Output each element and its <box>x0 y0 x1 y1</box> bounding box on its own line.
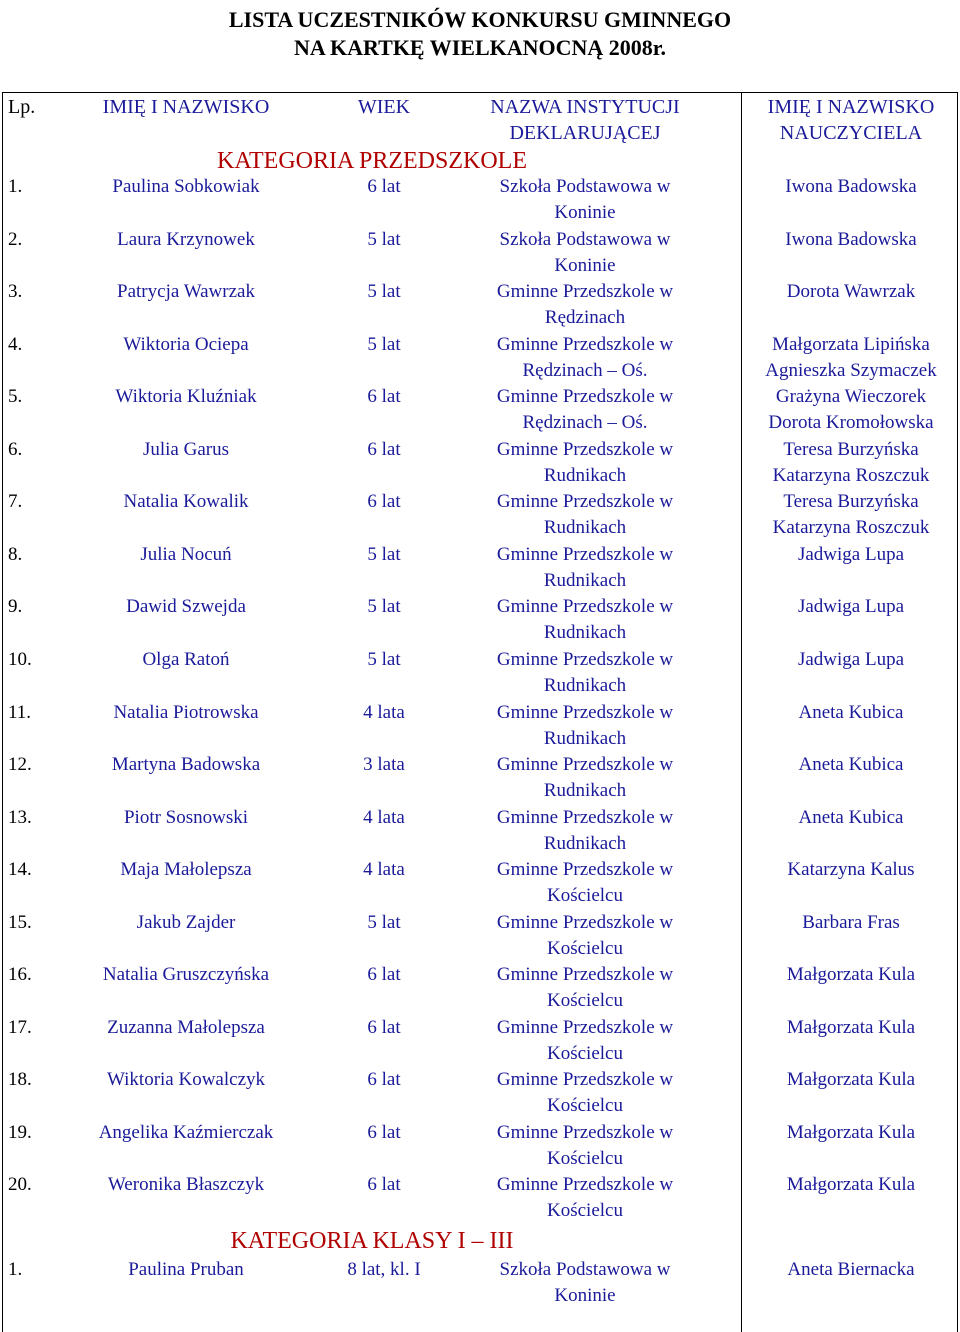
institution-line: Szkoła Podstawowa w <box>499 176 671 197</box>
teacher-name <box>746 1067 956 1093</box>
institution-line: Gminne Przedszkole w <box>496 701 674 723</box>
participant-age-line: 6 lat <box>367 1121 401 1143</box>
participant-age <box>320 542 448 568</box>
row-number-line: 8. <box>8 543 23 565</box>
institution <box>455 805 715 857</box>
institution-line: Kościelcu <box>547 990 623 1012</box>
institution-line: Kościelcu <box>547 1200 623 1222</box>
institution-line: Rędzinach <box>544 307 626 329</box>
institution-line: Gminne Przedszkole w <box>496 281 674 303</box>
participant-name-line: Angelika Kaźmierczak <box>98 1121 274 1143</box>
institution <box>455 332 715 384</box>
table-row <box>2 647 958 700</box>
participant-age <box>320 752 448 778</box>
table-row <box>2 1015 958 1068</box>
participant-age-line: 6 lat <box>367 1069 401 1091</box>
teacher-name-line: Małgorzata Kula <box>786 1174 916 1196</box>
participant-name-line: Piotr Sosnowski <box>123 806 249 828</box>
row-number-line: 19. <box>8 1121 32 1143</box>
institution-line: Gminne Przedszkole w <box>496 754 674 776</box>
category-heading-grades: KATEGORIA KLASY I – III <box>230 1228 514 1254</box>
institution-line: Rudnikach <box>543 674 627 696</box>
participant-age-line: 5 lat <box>367 333 401 355</box>
teacher-name-line: Barbara Fras <box>802 911 900 933</box>
row-number-line: 17. <box>8 1016 32 1038</box>
participant-age-line: 6 lat <box>367 491 401 513</box>
row-number <box>8 332 68 358</box>
participant-age <box>320 332 448 358</box>
institution <box>455 542 715 594</box>
row-number <box>8 489 68 515</box>
table-row <box>2 174 958 227</box>
participant-name-line: Paulina Pruban <box>128 1259 244 1280</box>
row-number-line: 6. <box>8 438 23 460</box>
participant-age <box>320 594 448 620</box>
row-number-line: 10. <box>8 648 32 670</box>
institution <box>455 1067 715 1119</box>
institution-line: Gminne Przedszkole w <box>496 1069 674 1091</box>
participant-age-line: 6 lat <box>367 1174 401 1196</box>
institution-line: Gminne Przedszkole w <box>496 491 674 513</box>
table-row <box>2 1067 958 1120</box>
participant-age-line: 3 lata <box>363 754 405 776</box>
participant-name-line: Martyna Badowska <box>111 754 261 776</box>
table-border-top <box>2 92 958 93</box>
row-number <box>8 962 68 988</box>
institution-line: Koninie <box>554 1285 616 1306</box>
institution <box>455 700 715 752</box>
institution-line: Gminne Przedszkole w <box>496 648 674 670</box>
participant-name <box>76 437 296 463</box>
row-number-line: 2. <box>8 228 23 250</box>
row-number <box>8 1120 68 1146</box>
participant-age <box>320 962 448 988</box>
row-number-line: 14. <box>8 859 32 881</box>
institution-line: Rędzinach – Oś. <box>522 412 648 434</box>
institution <box>455 857 715 909</box>
teacher-name-line: Aneta Kubica <box>798 806 904 828</box>
participant-name <box>76 174 296 200</box>
row-number <box>8 805 68 831</box>
teacher-name <box>746 542 956 568</box>
participant-name <box>76 910 296 936</box>
institution <box>455 647 715 699</box>
institution-line: Gminne Przedszkole w <box>496 438 674 460</box>
institution <box>455 1015 715 1067</box>
participant-age <box>320 1172 448 1198</box>
participant-age <box>320 279 448 305</box>
institution-line: Rędzinach – Oś. <box>522 359 648 381</box>
teacher-name <box>746 700 956 726</box>
header-institution-line2: DEKLARUJĄCEJ <box>509 122 661 144</box>
header-institution <box>455 94 715 146</box>
teacher-name <box>746 489 956 541</box>
teacher-name-line: Dorota Wawrzak <box>786 281 916 303</box>
participant-age <box>320 174 448 200</box>
row-number-line: 20. <box>8 1174 32 1196</box>
participant-name-line: Wiktoria Ociepa <box>123 333 249 355</box>
institution-line: Rudnikach <box>543 569 627 591</box>
row-number <box>8 594 68 620</box>
row-number <box>8 384 68 410</box>
participant-age <box>320 910 448 936</box>
institution-line: Gminne Przedszkole w <box>496 806 674 828</box>
institution-line: Kościelcu <box>547 885 623 907</box>
institution-line: Gminne Przedszkole w <box>496 1016 674 1038</box>
participant-name <box>76 962 296 988</box>
participant-age-line: 4 lata <box>363 701 405 723</box>
institution <box>455 227 715 279</box>
row-number <box>8 857 68 883</box>
table-row <box>2 489 958 542</box>
participant-name <box>76 332 296 358</box>
table-row <box>2 384 958 437</box>
teacher-name <box>746 332 956 384</box>
participant-age <box>320 1120 448 1146</box>
row-number-line: 3. <box>8 281 23 303</box>
participant-name-line: Natalia Piotrowska <box>113 701 259 723</box>
participant-age-line: 5 lat <box>367 543 401 565</box>
institution <box>455 1172 715 1224</box>
teacher-name <box>746 962 956 988</box>
participant-name-line: Patrycja Wawrzak <box>117 281 255 303</box>
participant-age-line: 8 lat, kl. I <box>347 1259 421 1280</box>
participant-name <box>76 1015 296 1041</box>
institution <box>455 489 715 541</box>
participant-name <box>76 752 296 778</box>
teacher-name-line: Teresa Burzyńska <box>783 491 919 513</box>
participant-name-line: Weronika Błaszczyk <box>107 1174 265 1196</box>
header-teacher-line2: NAUCZYCIELA <box>779 122 923 144</box>
teacher-name-line: Aneta Kubica <box>798 754 904 776</box>
participant-age <box>320 1257 448 1283</box>
institution-line: Koninie <box>554 202 616 223</box>
participant-age <box>320 1067 448 1093</box>
table-row <box>2 857 958 910</box>
institution <box>455 910 715 962</box>
participant-age <box>320 384 448 410</box>
teacher-name-line: Katarzyna Kalus <box>787 859 915 881</box>
teacher-name-line: Aneta Biernacka <box>787 1259 915 1280</box>
table-row <box>2 1120 958 1173</box>
row-number <box>8 647 68 673</box>
institution-line: Gminne Przedszkole w <box>496 859 674 881</box>
teacher-name-line: Teresa Burzyńska <box>783 438 919 460</box>
participant-name <box>76 1120 296 1146</box>
participant-name <box>76 489 296 515</box>
row-number-line: 12. <box>8 754 32 776</box>
institution-line: Kościelcu <box>547 1095 623 1117</box>
participant-name-line: Julia Nocuń <box>140 543 232 565</box>
participant-name <box>76 1257 296 1283</box>
participant-age <box>320 805 448 831</box>
teacher-name-line: Jadwiga Lupa <box>797 648 905 670</box>
participant-name-line: Maja Małolepsza <box>120 859 252 881</box>
participant-name <box>76 857 296 883</box>
row-number <box>8 1172 68 1198</box>
participant-name-line: Natalia Gruszczyńska <box>102 964 270 986</box>
participant-name-line: Dawid Szwejda <box>126 596 246 618</box>
table-row <box>2 752 958 805</box>
teacher-name <box>746 647 956 673</box>
header-age: WIEK <box>357 96 411 118</box>
institution-line: Kościelcu <box>547 1042 623 1064</box>
row-number <box>8 227 68 253</box>
participant-name-line: Jakub Zajder <box>136 911 236 933</box>
institution <box>455 437 715 489</box>
institution-line: Rudnikach <box>543 727 627 749</box>
teacher-name-line: Małgorzata Lipińska <box>772 333 930 355</box>
header-institution-line1: NAZWA INSTYTUCJI <box>490 96 680 118</box>
teacher-name <box>746 1257 956 1283</box>
row-number <box>8 752 68 778</box>
document-title <box>0 6 960 62</box>
teacher-name <box>746 279 956 305</box>
row-number-line: 4. <box>8 333 23 355</box>
row-number <box>8 1257 68 1283</box>
participant-age <box>320 437 448 463</box>
institution-line: Gminne Przedszkole w <box>496 333 674 355</box>
participant-name <box>76 279 296 305</box>
participant-age-line: 6 lat <box>367 176 401 197</box>
institution-line: Kościelcu <box>547 937 623 959</box>
teacher-name-line: Małgorzata Kula <box>786 964 916 986</box>
participant-age <box>320 700 448 726</box>
participant-age <box>320 489 448 515</box>
table-row <box>2 332 958 385</box>
title-line-2: NA KARTKĘ WIELKANOCNĄ 2008r. <box>293 35 667 60</box>
institution-line: Gminne Przedszkole w <box>496 1121 674 1143</box>
institution-line: Rudnikach <box>543 832 627 854</box>
title-line-1: LISTA UCZESTNIKÓW KONKURSU GMINNEGO <box>228 7 732 32</box>
table-row <box>2 542 958 595</box>
teacher-name-line: Iwona Badowska <box>785 228 917 250</box>
row-number <box>8 437 68 463</box>
teacher-name-line: Aneta Kubica <box>798 701 904 723</box>
participant-age <box>320 857 448 883</box>
institution-line: Gminne Przedszkole w <box>496 1174 674 1196</box>
row-number <box>8 910 68 936</box>
participant-name <box>76 227 296 253</box>
participant-name-line: Laura Krzynowek <box>117 228 255 250</box>
row-number <box>8 700 68 726</box>
participant-age-line: 5 lat <box>367 228 401 250</box>
row-number <box>8 279 68 305</box>
participant-name <box>76 1172 296 1198</box>
participant-age <box>320 1015 448 1041</box>
row-number-line: 7. <box>8 491 23 513</box>
participant-name-line: Olga Ratoń <box>142 648 230 670</box>
institution <box>455 1257 715 1309</box>
table-row <box>2 1172 958 1225</box>
teacher-name <box>746 857 956 883</box>
participant-age-line: 6 lat <box>367 386 401 408</box>
row-number-line: 18. <box>8 1069 32 1091</box>
teacher-name <box>746 384 956 436</box>
table-row <box>2 227 958 280</box>
table-row <box>2 1257 958 1310</box>
participant-age-line: 6 lat <box>367 964 401 986</box>
header-teacher-line1: IMIĘ I NAZWISKO <box>767 96 935 118</box>
teacher-name-line: Jadwiga Lupa <box>797 596 905 618</box>
row-number-line: 1. <box>8 1259 23 1280</box>
row-number <box>8 542 68 568</box>
row-number-line: 15. <box>8 911 32 933</box>
teacher-name <box>746 437 956 489</box>
participant-name <box>76 1067 296 1093</box>
participant-name-line: Wiktoria Kowalczyk <box>106 1069 266 1091</box>
table-row <box>2 910 958 963</box>
participant-name <box>76 647 296 673</box>
teacher-name-line: Dorota Kromołowska <box>768 412 934 434</box>
teacher-name-line: Grażyna Wieczorek <box>775 386 927 408</box>
category-heading-preschool: KATEGORIA PRZEDSZKOLE <box>217 148 527 174</box>
row-number <box>8 174 68 200</box>
institution-line: Rudnikach <box>543 622 627 644</box>
institution <box>455 384 715 436</box>
institution-line: Rudnikach <box>543 517 627 539</box>
participants-table <box>2 92 958 1332</box>
row-number-line: 16. <box>8 964 32 986</box>
participant-age <box>320 227 448 253</box>
institution-line: Szkoła Podstawowa w <box>499 228 671 250</box>
row-number <box>8 1015 68 1041</box>
header-teacher <box>746 94 956 146</box>
table-row <box>2 962 958 1015</box>
participant-name <box>76 805 296 831</box>
participant-name <box>76 594 296 620</box>
teacher-name-line: Małgorzata Kula <box>786 1016 916 1038</box>
participant-name-line: Zuzanna Małolepsza <box>107 1016 265 1038</box>
table-row <box>2 805 958 858</box>
header-name: IMIĘ I NAZWISKO <box>102 96 270 118</box>
teacher-name <box>746 227 956 253</box>
teacher-name-line: Jadwiga Lupa <box>797 543 905 565</box>
row-number-line: 1. <box>8 176 23 197</box>
participant-age <box>320 647 448 673</box>
participant-name-line: Natalia Kowalik <box>123 491 249 513</box>
teacher-name <box>746 1120 956 1146</box>
institution-line: Rudnikach <box>543 780 627 802</box>
teacher-name-line: Małgorzata Kula <box>786 1121 916 1143</box>
participant-age-line: 5 lat <box>367 648 401 670</box>
table-row <box>2 594 958 647</box>
institution <box>455 174 715 226</box>
institution-line: Gminne Przedszkole w <box>496 543 674 565</box>
participant-age-line: 6 lat <box>367 438 401 460</box>
teacher-name <box>746 805 956 831</box>
participant-name <box>76 384 296 410</box>
teacher-name-line: Agnieszka Szymaczek <box>765 359 937 381</box>
participant-name <box>76 542 296 568</box>
participant-age-line: 4 lata <box>363 859 405 881</box>
institution-line: Gminne Przedszkole w <box>496 596 674 618</box>
institution-line: Rudnikach <box>543 464 627 486</box>
teacher-name-line: Katarzyna Roszczuk <box>772 517 930 539</box>
row-number-line: 5. <box>8 386 23 408</box>
participant-age-line: 5 lat <box>367 911 401 933</box>
teacher-name-line: Małgorzata Kula <box>786 1069 916 1091</box>
institution <box>455 1120 715 1172</box>
institution <box>455 279 715 331</box>
teacher-name <box>746 1015 956 1041</box>
participant-name-line: Julia Garus <box>142 438 229 460</box>
row-number-line: 9. <box>8 596 23 618</box>
institution <box>455 962 715 1014</box>
row-number-line: 11. <box>8 701 32 723</box>
institution-line: Gminne Przedszkole w <box>496 964 674 986</box>
participant-age-line: 4 lata <box>363 806 405 828</box>
participant-name-line: Paulina Sobkowiak <box>112 176 260 197</box>
institution-line: Kościelcu <box>547 1147 623 1169</box>
row-number <box>8 1067 68 1093</box>
teacher-name <box>746 752 956 778</box>
participant-age-line: 5 lat <box>367 596 401 618</box>
institution-line: Koninie <box>554 254 616 276</box>
table-row <box>2 437 958 490</box>
participant-age-line: 5 lat <box>367 281 401 303</box>
institution <box>455 594 715 646</box>
teacher-name-line: Katarzyna Roszczuk <box>772 464 930 486</box>
institution <box>455 752 715 804</box>
participant-name-line: Wiktoria Kluźniak <box>115 386 257 408</box>
table-row <box>2 700 958 753</box>
teacher-name <box>746 594 956 620</box>
teacher-name <box>746 174 956 200</box>
institution-line: Gminne Przedszkole w <box>496 911 674 933</box>
teacher-name-line: Iwona Badowska <box>785 176 917 197</box>
header-lp: Lp. <box>8 96 36 118</box>
table-row <box>2 279 958 332</box>
institution-line: Gminne Przedszkole w <box>496 386 674 408</box>
teacher-name <box>746 1172 956 1198</box>
participant-name <box>76 700 296 726</box>
row-number-line: 13. <box>8 806 32 828</box>
participant-age-line: 6 lat <box>367 1016 401 1038</box>
institution-line: Szkoła Podstawowa w <box>499 1259 671 1280</box>
teacher-name <box>746 910 956 936</box>
